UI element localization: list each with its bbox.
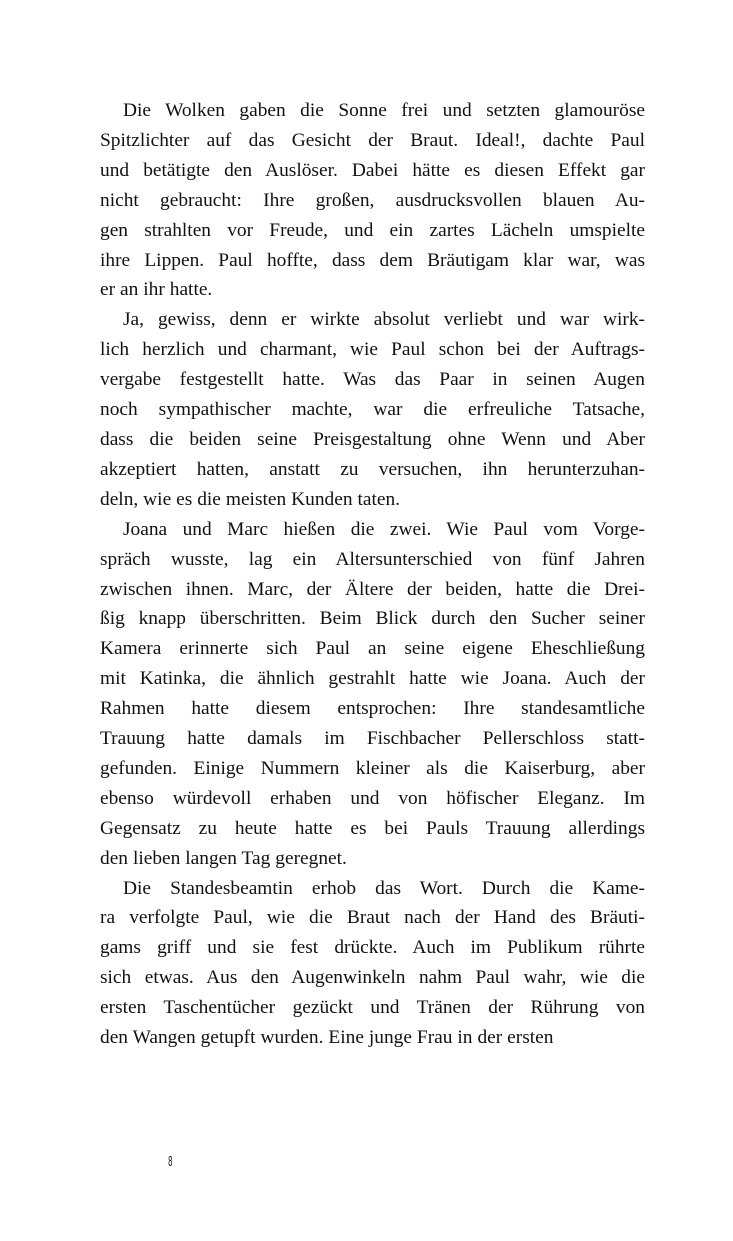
text-line: ra verfolgte Paul, wie die Braut nach der Hand des Bräuti- [100, 907, 645, 929]
text-line: spräch wusste, lag ein Altersunterschied von fünf Jahren [100, 548, 645, 570]
text-line: Joana und Marc hießen die zwei. Wie Paul vom Vorge- [123, 518, 645, 540]
text-line: mit Katinka, die ähnlich gestrahlt hatte wie Joana. Auch der [100, 668, 645, 690]
text-line: Ja, gewiss, denn er wirkte absolut verliebt und war wirk- [123, 309, 645, 331]
paragraph [100, 305, 645, 514]
page-number: 8 [168, 1155, 173, 1170]
text-line: Die Wolken gaben die Sonne frei und setzten glamouröse [123, 100, 645, 121]
text-line: deln, wie es die meisten Kunden taten. [100, 488, 400, 510]
text-line: Rahmen hatte diesem entsprochen: Ihre standesamtliche [100, 698, 645, 720]
text-line: dass die beiden seine Preisgestaltung ohne Wenn und Aber [100, 428, 645, 450]
text-line: lich herzlich und charmant, wie Paul schon bei der Auftrags- [100, 339, 645, 361]
text-line: Spitzlichter auf das Gesicht der Braut. Ideal!, dachte Paul [100, 129, 645, 151]
text-line: den Wangen getupft wurden. Eine junge Frau in der ersten [100, 1027, 554, 1049]
text-line: ebenso würdevoll erhaben und von höfischer Eleganz. Im [100, 787, 645, 809]
text-line: ihre Lippen. Paul hoffte, dass dem Bräutigam klar war, was [100, 249, 645, 271]
text-line: vergabe festgestellt hatte. Was das Paar in seinen Augen [100, 369, 645, 391]
text-line: er an ihr hatte. [100, 279, 213, 301]
text-line: ersten Taschentücher gezückt und Tränen der Rührung von [100, 997, 645, 1019]
text-line: Gegensatz zu heute hatte es bei Pauls Trauung allerdings [100, 817, 645, 839]
paragraph [100, 96, 645, 305]
page-text-block [100, 96, 645, 1053]
text-line: Kamera erinnerte sich Paul an seine eigene Eheschließung [100, 638, 645, 660]
text-line: ßig knapp überschritten. Beim Blick durch den Sucher seiner [100, 608, 645, 630]
text-line: Die Standesbeamtin erhob das Wort. Durch die Kame- [123, 877, 645, 899]
text-line: akzeptiert hatten, anstatt zu versuchen, ihn herunterzuhan- [100, 458, 645, 480]
text-line: noch sympathischer machte, war die erfreuliche Tatsache, [100, 399, 645, 421]
text-line: den lieben langen Tag geregnet. [100, 847, 347, 869]
text-line: gams griff und sie fest drückte. Auch im Publikum rührte [100, 937, 645, 959]
paragraph [100, 874, 645, 1053]
text-line: gefunden. Einige Nummern kleiner als die Kaiserburg, aber [100, 757, 645, 779]
paragraph [100, 515, 645, 874]
text-line: gen strahlten vor Freude, und ein zartes Lächeln umspielte [100, 219, 645, 241]
text-line: sich etwas. Aus den Augenwinkeln nahm Paul wahr, wie die [100, 967, 645, 989]
text-line: Trauung hatte damals im Fischbacher Pellerschloss statt- [100, 728, 645, 750]
text-line: nicht gebraucht: Ihre großen, ausdrucksvollen blauen Au- [100, 189, 645, 211]
text-line: zwischen ihnen. Marc, der Ältere der beiden, hatte die Drei- [100, 578, 645, 600]
text-line: und betätigte den Auslöser. Dabei hätte es diesen Effekt gar [100, 159, 645, 181]
